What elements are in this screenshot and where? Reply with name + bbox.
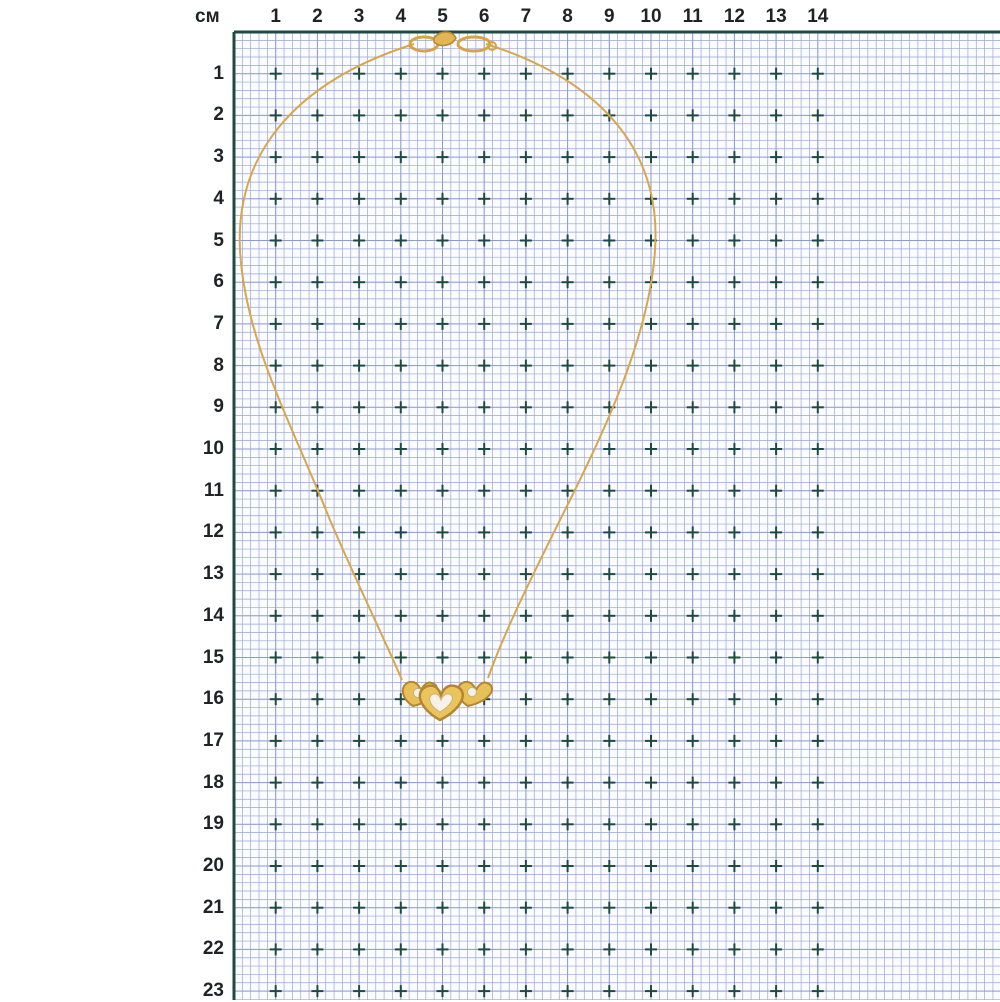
left-tick-label: 9 <box>213 396 224 418</box>
left-tick-label: 21 <box>202 896 224 918</box>
left-tick-label: 23 <box>202 980 224 1002</box>
top-tick-label: 13 <box>765 6 787 27</box>
left-tick-label: 18 <box>202 771 224 793</box>
top-tick-label: 1 <box>270 6 281 27</box>
left-tick-label: 7 <box>213 312 224 334</box>
top-tick-label: 10 <box>640 6 662 27</box>
left-tick-label: 1 <box>213 62 224 84</box>
left-tick-label: 12 <box>202 521 224 543</box>
top-tick-label: 6 <box>478 6 490 27</box>
left-tick-label: 17 <box>202 729 224 751</box>
left-tick-label: 3 <box>213 146 224 168</box>
top-tick-label: 2 <box>312 6 323 27</box>
top-tick-label: 5 <box>437 6 448 27</box>
left-tick-label: 8 <box>213 354 224 376</box>
top-tick-label: 11 <box>682 6 703 27</box>
left-tick-label: 16 <box>202 688 224 710</box>
left-tick-label: 15 <box>202 646 224 668</box>
left-tick-label: 10 <box>202 438 224 459</box>
left-tick-label: 4 <box>213 187 224 209</box>
top-tick-label: 9 <box>604 6 615 27</box>
left-tick-label: 20 <box>202 855 224 876</box>
left-tick-label: 14 <box>202 604 224 626</box>
top-tick-label: 4 <box>395 6 407 27</box>
top-tick-label: 12 <box>723 6 745 27</box>
left-tick-label: 6 <box>213 271 224 293</box>
top-tick-label: 8 <box>562 6 573 27</box>
left-tick-label: 11 <box>203 479 224 501</box>
top-tick-label: 7 <box>520 6 532 27</box>
unit-label: см <box>195 6 220 27</box>
left-tick-label: 5 <box>213 229 224 251</box>
top-tick-label: 3 <box>353 6 365 27</box>
left-tick-label: 13 <box>202 563 224 585</box>
left-tick-label: 22 <box>202 938 224 960</box>
top-tick-label: 14 <box>807 6 829 27</box>
left-tick-label: 2 <box>213 104 224 126</box>
left-tick-label: 19 <box>202 813 224 835</box>
